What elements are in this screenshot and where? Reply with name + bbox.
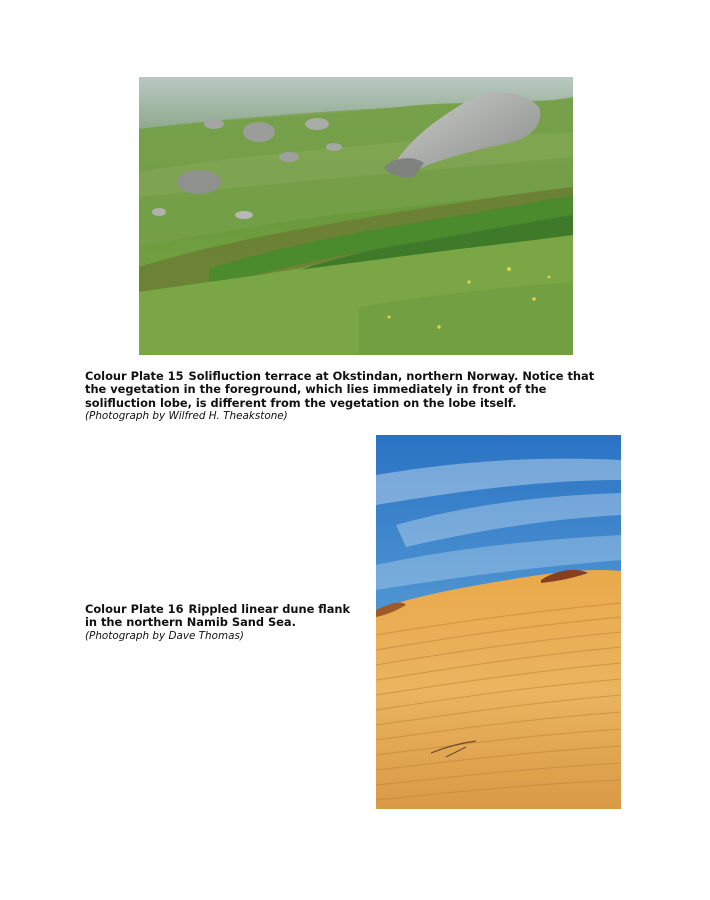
dune-flank-photo (376, 435, 621, 809)
plate-16-caption (85, 603, 355, 643)
plate-15-credit: (Photograph by Wilfred H. Theakstone) (85, 410, 288, 423)
plate-15-label: Colour Plate 15 (85, 369, 184, 383)
solifluction-terrace-photo (139, 77, 573, 355)
plate-16-credit: (Photograph by Dave Thomas) (85, 629, 244, 642)
plate-15-caption (85, 370, 595, 423)
plate-16-caption-text: Rippled linear dune flank in the northern Namib Sand Sea. (85, 602, 351, 630)
plate-15-caption-text: Solifluction terrace at Okstindan, northern Norway. Notice that the vegetation in the foreground, which lies immediately in front of the solifluction lobe, is different from the vegetation on the lobe itself. (85, 369, 595, 410)
plate-16-label: Colour Plate 16 (85, 602, 184, 616)
